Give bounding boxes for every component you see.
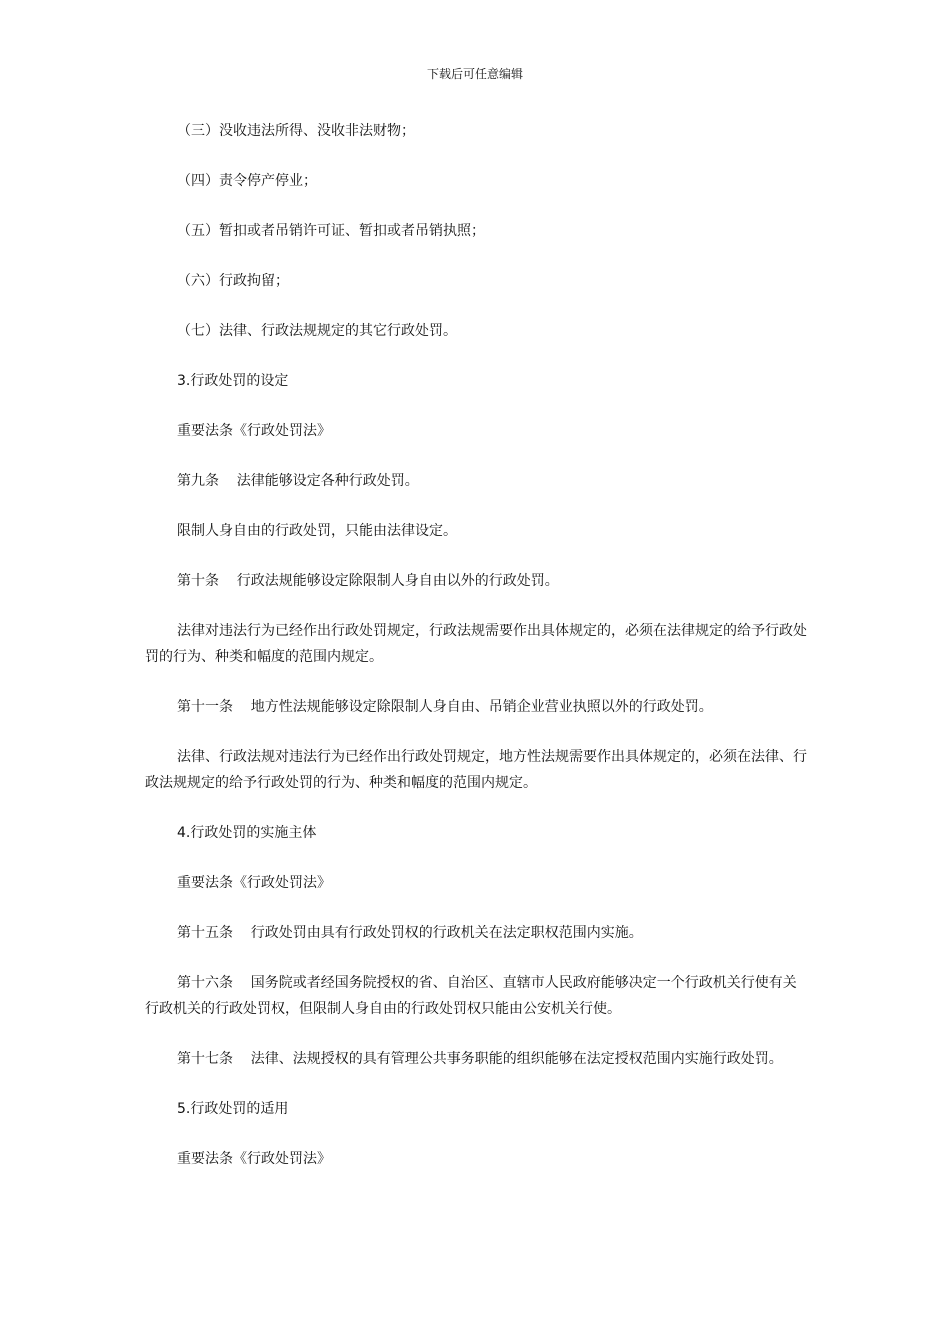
- article-9: 第九条 法律能够设定各种行政处罚。: [177, 473, 419, 489]
- article-10-clause: 法律对违法行为已经作出行政处罚规定，行政法规需要作出具体规定的，必须在法律规定的给予行政处罚的行为、种类和幅度的范围内规定。: [145, 623, 807, 665]
- article-16: 第十六条 国务院或者经国务院授权的省、自治区、直辖市人民政府能够决定一个行政机关行使有关行政机关的行政处罚权，但限制人身自由的行政处罚权只能由公安机关行使。: [145, 975, 797, 1017]
- list-item-license: （五）暂扣或者吊销许可证、暂扣或者吊销执照；: [177, 223, 485, 239]
- document-body: [145, 118, 810, 1196]
- article-17: 第十七条 法律、法规授权的具有管理公共事务职能的组织能够在法定授权范围内实施行政处罚。: [177, 1051, 783, 1067]
- article-9-clause: 限制人身自由的行政处罚，只能由法律设定。: [177, 523, 457, 539]
- law-reference: 重要法条《行政处罚法》: [177, 1151, 331, 1167]
- list-item-suspension: （四）责令停产停业；: [177, 173, 317, 189]
- page-header: 下载后可任意编辑: [426, 67, 523, 81]
- list-item-detention: （六）行政拘留；: [177, 273, 289, 289]
- section-heading-subject: 4.行政处罚的实施主体: [177, 825, 317, 841]
- list-item-other: （七）法律、行政法规规定的其它行政处罚。: [177, 323, 457, 339]
- article-10: 第十条 行政法规能够设定除限制人身自由以外的行政处罚。: [177, 573, 559, 589]
- law-reference: 重要法条《行政处罚法》: [177, 423, 331, 439]
- section-heading-setting: 3.行政处罚的设定: [177, 373, 289, 389]
- list-item-confiscation: （三）没收违法所得、没收非法财物；: [177, 123, 415, 139]
- law-reference: 重要法条《行政处罚法》: [177, 875, 331, 891]
- article-11: 第十一条 地方性法规能够设定除限制人身自由、吊销企业营业执照以外的行政处罚。: [177, 699, 713, 715]
- article-11-clause: 法律、行政法规对违法行为已经作出行政处罚规定，地方性法规需要作出具体规定的，必须在法律、行政法规规定的给予行政处罚的行为、种类和幅度的范围内规定。: [145, 749, 807, 791]
- article-15: 第十五条 行政处罚由具有行政处罚权的行政机关在法定职权范围内实施。: [177, 925, 643, 941]
- section-heading-application: 5.行政处罚的适用: [177, 1101, 289, 1117]
